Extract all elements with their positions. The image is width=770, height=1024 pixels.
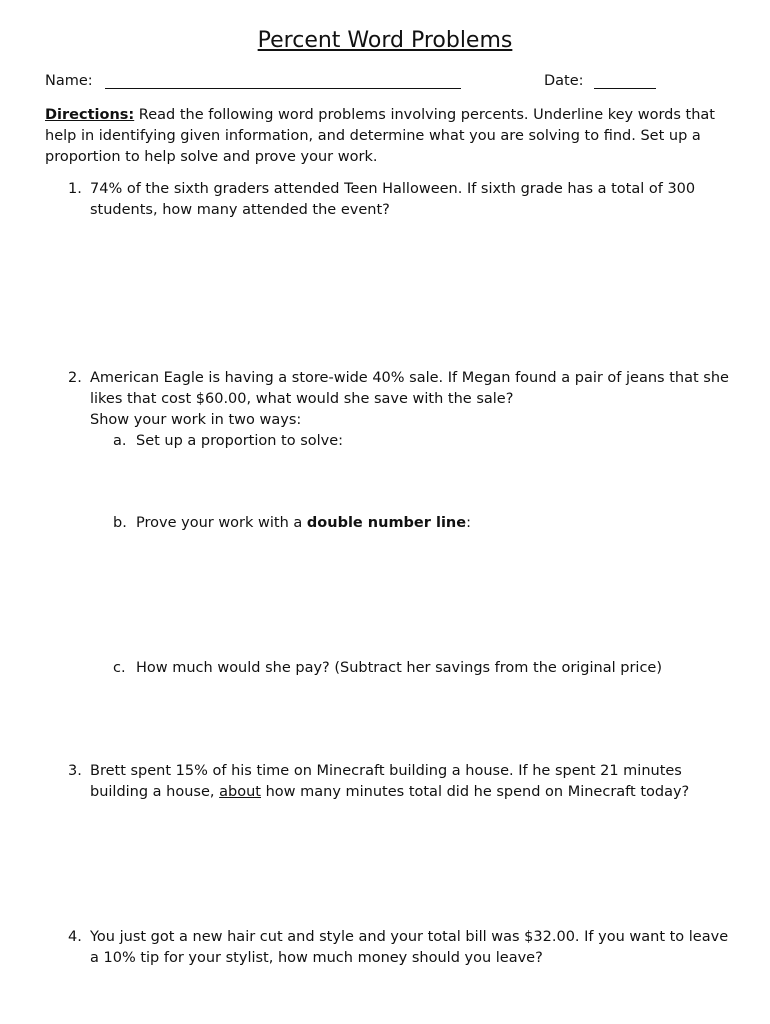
part-letter: c. [113, 660, 126, 676]
question-text-start: Brett spent 15% of his time on Minecraft building a house. If he spent 21 minutes building a house, [90, 763, 682, 800]
question-text: 74% of the sixth graders attended Teen Halloween. If sixth grade has a total of 300 students, how many attended the event? [90, 181, 696, 218]
directions [45, 105, 735, 168]
question-3 [68, 761, 738, 803]
question-instruction: Show your work in two ways: [90, 412, 302, 428]
question-number: 2. [68, 370, 82, 386]
question-2-part-b [113, 513, 733, 534]
question-text-end: how many minutes total did he spend on Minecraft today? [260, 784, 690, 800]
question-text: American Eagle is having a store-wide 40% sale. If Megan found a pair of jeans that she likes that cost $60.00, what would she save with the sale? [90, 370, 729, 407]
question-text [90, 761, 738, 803]
question-1 [68, 179, 738, 221]
date-blank-line [594, 88, 656, 89]
name-date-row [45, 71, 685, 93]
directions-text: Read the following word problems involving percents. Underline key words that help in identifying given information, and determine what you are solving to find. Set up a proportion to help solve and prove your work. [45, 107, 715, 165]
date-label: Date: [544, 73, 584, 89]
part-text-start: Prove your work with a [136, 515, 307, 531]
question-number: 1. [68, 181, 82, 197]
question-4 [68, 927, 738, 969]
question-2-part-a [113, 431, 733, 452]
page-title: Percent Word Problems [257, 28, 513, 53]
question-number: 4. [68, 929, 82, 945]
question-2 [68, 368, 738, 431]
underlined-word: about [219, 784, 261, 800]
directions-heading: Directions: [45, 107, 135, 123]
question-number: 3. [68, 763, 82, 779]
part-letter: b. [113, 515, 127, 531]
part-letter: a. [113, 433, 127, 449]
name-blank-line [105, 88, 461, 89]
name-label: Name: [45, 73, 93, 89]
question-2-part-c [113, 658, 733, 679]
part-text-end: : [466, 515, 471, 531]
double-number-line-emphasis: double number line [306, 515, 467, 531]
part-text: Set up a proportion to solve: [136, 433, 344, 449]
question-text: You just got a new hair cut and style and your total bill was $32.00. If you want to leave a 10% tip for your stylist, how much money should you leave? [90, 929, 729, 966]
part-text [136, 513, 733, 534]
part-text: How much would she pay? (Subtract her savings from the original price) [136, 660, 662, 676]
